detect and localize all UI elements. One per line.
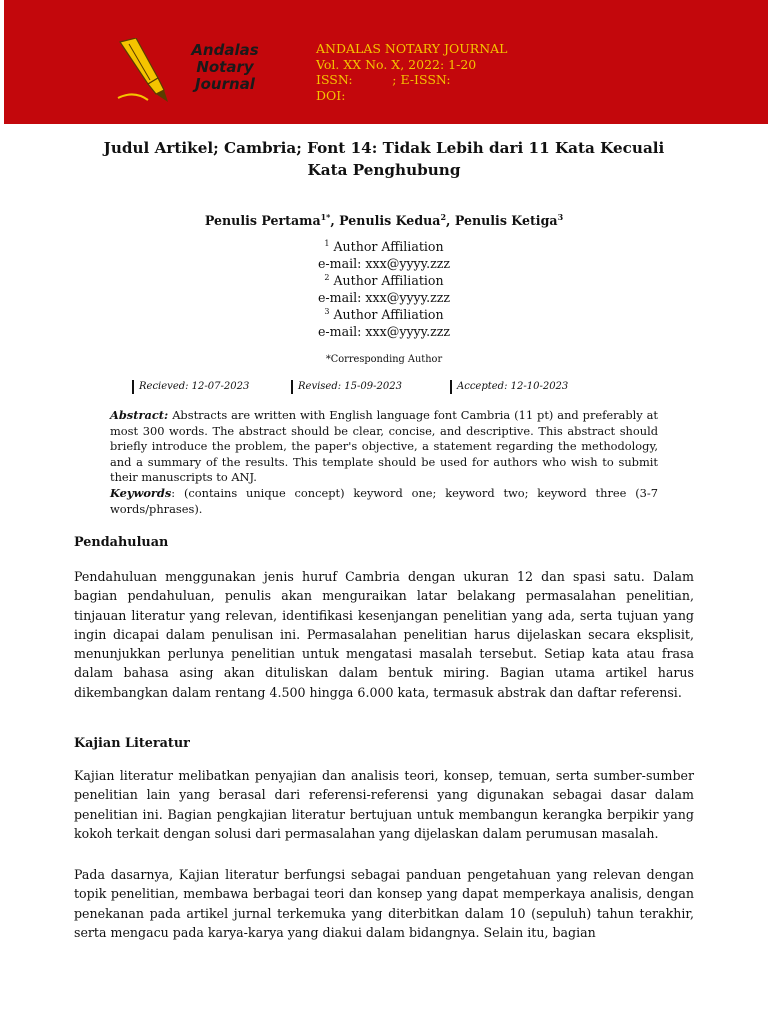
abstract-text: Abstracts are written with English language font Cambria (11 pt) and preferably at most 300 words. The abstract should be clear, concise, and descriptive. This abstract should briefly introduce the problem, the paper's objective, a statement regarding the methodology, and a summary of the results. This template should be used for authors who wish to submit their manuscripts to ANJ. — [110, 408, 658, 485]
section-paragraph: Kajian literatur melibatkan penyajian dan analisis teori, konsep, temuan, serta sumber-sumber penelitian lain yang berasal dari referensi-referensi yang digunakan sebagai dasar dalam penelitian ini. Bagian pengkajian literatur bertujuan untuk membangun kerangka berpikir yang kokoh terkait dengan solusi dari permasalahan yang dijelaskan dalam perumusan masalah. — [74, 768, 694, 841]
author-separator: , — [330, 213, 340, 228]
affiliation-text: Author Affiliation — [333, 307, 444, 322]
revised-date: Revised: 15-09-2023 — [298, 381, 402, 392]
journal-issn: ISSN: ; E-ISSN: — [316, 72, 451, 87]
abstract-label: Abstract: — [110, 408, 169, 422]
journal-volume: Vol. XX No. X, 2022: 1-20 — [316, 56, 477, 72]
journal-doi: DOI: — [316, 87, 346, 103]
journal-logo — [108, 34, 268, 104]
author-list — [100, 213, 668, 228]
affiliation-email: e-mail: xxx@yyyy.zzz — [317, 324, 451, 339]
affiliation-text: Author Affiliation — [333, 273, 444, 288]
received-date: Recieved: 12-07-2023 — [139, 381, 250, 392]
affiliation-list — [100, 238, 668, 340]
abstract-block — [110, 408, 658, 517]
journal-header-banner — [4, 0, 768, 124]
section-paragraph: Pendahuluan menggunakan jenis huruf Cambria dengan ukuran 12 dan spasi satu. Dalam bagian pendahuluan, penulis akan menguraikan latar belakang permasalahan penelitian, tinjauan literatur yang relevan, identifikasi kesenjangan penelitian yang ada, serta tujuan yang ingin dicapai dalam penulisan ini. Permasalahan penelitian harus dijelaskan secara eksplisit, menunjukkan perlunya penelitian untuk mengatasi masalah tersebut. Setiap kata atau frasa dalam bahasa asing akan dituliskan dalam bentuk miring. Bagian utama artikel harus dikembangkan dalam rentang 4.500 hingga 6.000 kata, termasuk abstrak dan daftar referensi. — [74, 569, 694, 700]
author-superscript: 1* — [320, 212, 331, 222]
author-superscript: 3 — [557, 212, 564, 222]
author-separator: , — [446, 213, 455, 228]
affiliation-email: e-mail: xxx@yyyy.zzz — [317, 256, 451, 271]
journal-info — [316, 41, 507, 103]
article-title: Judul Artikel; Cambria; Font 14: Tidak Lebih dari 11 Kata Kecuali Kata Penghubung — [103, 139, 665, 179]
keywords-text: : (contains unique concept) keyword one; keyword two; keyword three (3-7 words/phrases). — [110, 485, 658, 516]
author-superscript: 2 — [440, 212, 447, 222]
affiliation-line — [100, 238, 668, 255]
section-heading: Pendahuluan — [74, 535, 169, 550]
author-name: Penulis Pertama — [204, 213, 321, 228]
logo-word: Notary — [196, 58, 254, 76]
author-name: Penulis Ketiga — [454, 213, 558, 228]
logo-word: Andalas — [191, 41, 259, 59]
keywords-label: Keywords — [110, 485, 172, 500]
section-heading: Kajian Literatur — [74, 736, 190, 751]
affiliation-line — [100, 272, 668, 289]
affiliation-line — [100, 306, 668, 323]
keywords-paragraph — [110, 486, 658, 517]
logo-text — [180, 42, 270, 93]
affiliation-number: 1 — [324, 239, 330, 248]
corresponding-author-note: *Corresponding Author — [325, 354, 443, 365]
section-paragraph: Pada dasarnya, Kajian literatur berfungsi sebagai panduan pengetahuan yang relevan dengan topik penelitian, membawa berbagai teori dan konsep yang dapat memperkaya analisis, dengan penekanan pada artikel jurnal terkemuka yang diterbitkan dalam 10 (sepuluh) tahun terakhir, serta mengacu pada karya-karya yang diakui dalam bidangnya. Selain itu, bagian — [74, 867, 694, 940]
affiliation-text: Author Affiliation — [333, 239, 444, 254]
affiliation-number: 3 — [324, 307, 330, 316]
abstract-paragraph — [110, 408, 658, 486]
logo-word: Journal — [195, 75, 255, 93]
affiliation-email: e-mail: xxx@yyyy.zzz — [317, 290, 451, 305]
affiliation-number: 2 — [324, 273, 330, 282]
author-name: Penulis Kedua — [339, 213, 441, 228]
accepted-date: Accepted: 12-10-2023 — [457, 381, 569, 392]
fountain-pen-icon — [114, 38, 170, 104]
journal-name: ANDALAS NOTARY JOURNAL — [316, 41, 508, 56]
